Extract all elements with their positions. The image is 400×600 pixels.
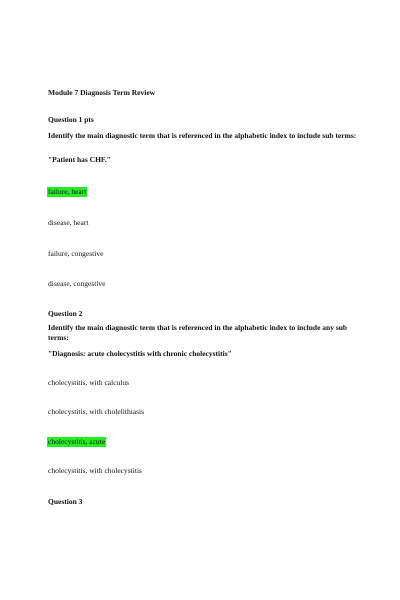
question-2-heading: Question 2 <box>48 309 83 318</box>
document-title: Module 7 Diagnosis Term Review <box>48 88 156 97</box>
question-2-answer-4: cholecystitis, with cholecystitis <box>48 466 142 475</box>
question-2-quote: "Diagnosis: acute cholecystitis with chronic cholecystitis" <box>48 349 232 358</box>
question-2-answer-2: cholecystitis, with cholelithiasis <box>48 407 145 416</box>
question-2-answer-1: cholecystitis, with calculus <box>48 378 130 387</box>
question-2-answer-3: cholecystitis, acute <box>48 437 106 446</box>
question-1-heading: Question 1 pts <box>48 115 94 124</box>
question-1-answer-4: disease, congestive <box>48 279 106 288</box>
question-1-quote: "Patient has CHF." <box>48 155 111 164</box>
question-2-prompt: Identify the main diagnostic term that is referenced in the alphabetic index to include any sub terms: <box>48 323 348 342</box>
question-1-answer-3: failure, congestive <box>48 249 104 258</box>
question-3-heading: Question 3 <box>48 497 83 506</box>
question-1-answer-2: disease, heart <box>48 218 89 227</box>
question-1-prompt: Identify the main diagnostic term that is referenced in the alphabetic index to include sub terms: <box>48 131 357 140</box>
question-1-answer-1: failure, heart <box>48 187 87 196</box>
